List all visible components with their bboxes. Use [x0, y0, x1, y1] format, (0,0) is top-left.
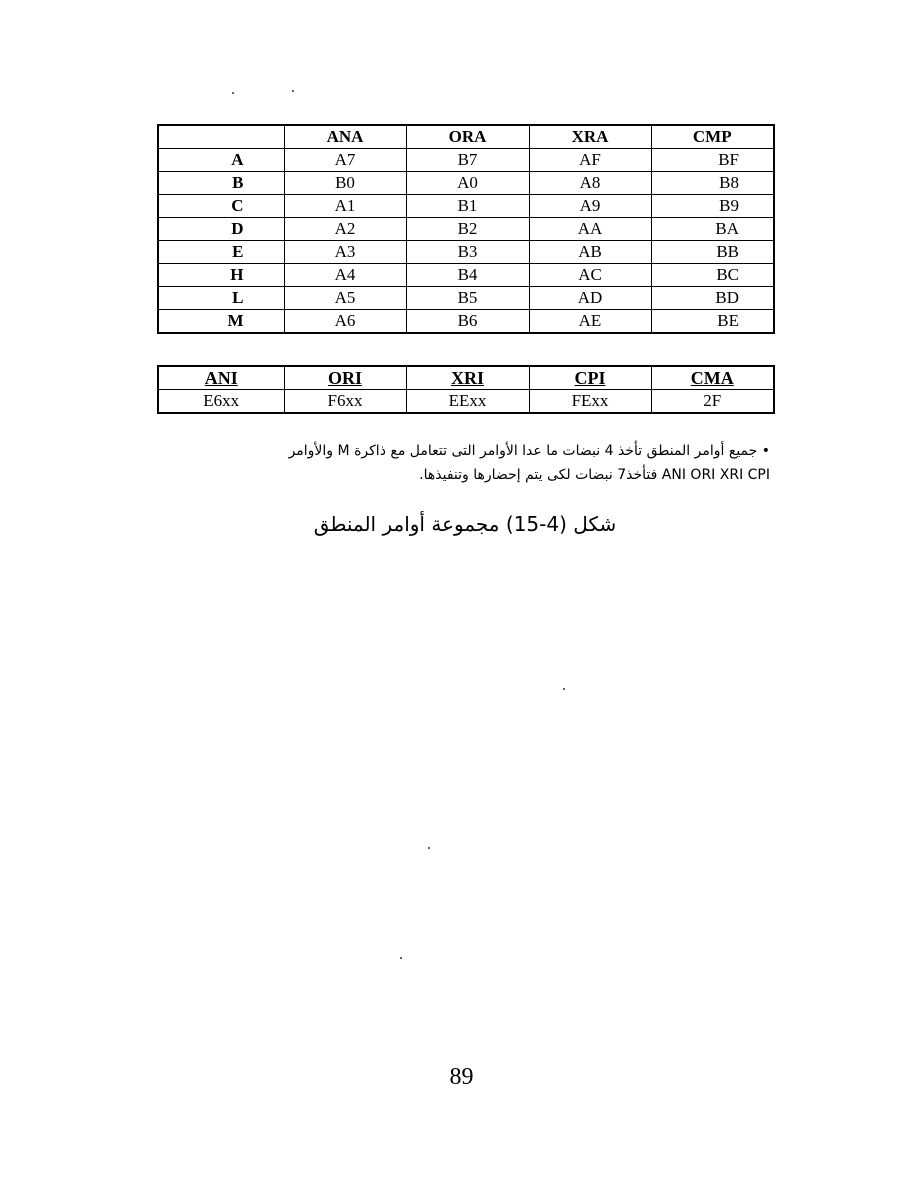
scan-speck [428, 847, 430, 849]
opcode-cell: AF [529, 149, 651, 172]
opcode-cell: A9 [529, 195, 651, 218]
opcode-cell: BE [651, 310, 774, 334]
opcode-cell: AC [529, 264, 651, 287]
header-cell: XRI [406, 366, 529, 390]
opcode-cell: B8 [651, 172, 774, 195]
register-cell: A [158, 149, 284, 172]
table-row [158, 310, 774, 334]
opcode-cell: A4 [284, 264, 406, 287]
opcode-cell: BA [651, 218, 774, 241]
opcode-cell: A7 [284, 149, 406, 172]
opcode-cell: B6 [406, 310, 529, 334]
opcode-cell: A3 [284, 241, 406, 264]
header-cell: ORA [406, 125, 529, 149]
header-cell: ANI [158, 366, 284, 390]
opcode-cell: 2F [651, 390, 774, 414]
opcode-cell: B0 [284, 172, 406, 195]
opcode-cell: A6 [284, 310, 406, 334]
scan-speck [292, 90, 294, 92]
opcode-cell: A8 [529, 172, 651, 195]
opcode-cell: EExx [406, 390, 529, 414]
logic-opcode-table [157, 124, 775, 334]
header-cell [158, 125, 284, 149]
opcode-cell: AD [529, 287, 651, 310]
opcode-cell: AE [529, 310, 651, 334]
opcode-cell: A1 [284, 195, 406, 218]
page-number: 89 [449, 1064, 474, 1090]
scan-speck [563, 688, 565, 690]
header-cell: ANA [284, 125, 406, 149]
opcode-cell: BD [651, 287, 774, 310]
opcode-cell: AB [529, 241, 651, 264]
table-row [158, 390, 774, 414]
note-line-2: ANI ORI XRI CPI فتأخذ7 نبضات لكى يتم إحضارها وتنفيذها. [419, 467, 770, 483]
opcode-cell: B5 [406, 287, 529, 310]
opcode-cell: B1 [406, 195, 529, 218]
table-row [158, 149, 774, 172]
opcode-cell: B3 [406, 241, 529, 264]
register-cell: H [158, 264, 284, 287]
opcode-cell: BF [651, 149, 774, 172]
register-cell: C [158, 195, 284, 218]
table-header-row [158, 366, 774, 390]
register-cell: E [158, 241, 284, 264]
table-row [158, 241, 774, 264]
register-cell: M [158, 310, 284, 334]
table-row [158, 264, 774, 287]
opcode-cell: B2 [406, 218, 529, 241]
register-cell: L [158, 287, 284, 310]
opcode-cell: AA [529, 218, 651, 241]
table-row [158, 172, 774, 195]
opcode-cell: E6xx [158, 390, 284, 414]
opcode-cell: A5 [284, 287, 406, 310]
opcode-cell: F6xx [284, 390, 406, 414]
register-cell: B [158, 172, 284, 195]
table-row [158, 287, 774, 310]
table-header-row [158, 125, 774, 149]
opcode-cell: BC [651, 264, 774, 287]
note-line-1: • جميع أوامر المنطق تأخذ 4 نبضات ما عدا الأوامر التى تتعامل مع ذاكرة M والأوامر [288, 443, 770, 459]
figure-caption: شكل (4-15) مجموعة أوامر المنطق [313, 512, 617, 536]
header-cell: CMA [651, 366, 774, 390]
header-cell: CMP [651, 125, 774, 149]
opcode-cell: BB [651, 241, 774, 264]
register-cell: D [158, 218, 284, 241]
scan-speck [400, 957, 402, 959]
header-cell: XRA [529, 125, 651, 149]
opcode-cell: B9 [651, 195, 774, 218]
header-cell: ORI [284, 366, 406, 390]
opcode-cell: A0 [406, 172, 529, 195]
scan-speck [232, 92, 234, 94]
opcode-cell: A2 [284, 218, 406, 241]
table-row [158, 218, 774, 241]
header-cell: CPI [529, 366, 651, 390]
immediate-opcode-table [157, 365, 775, 414]
opcode-cell: FExx [529, 390, 651, 414]
table-row [158, 195, 774, 218]
opcode-cell: B4 [406, 264, 529, 287]
opcode-cell: B7 [406, 149, 529, 172]
